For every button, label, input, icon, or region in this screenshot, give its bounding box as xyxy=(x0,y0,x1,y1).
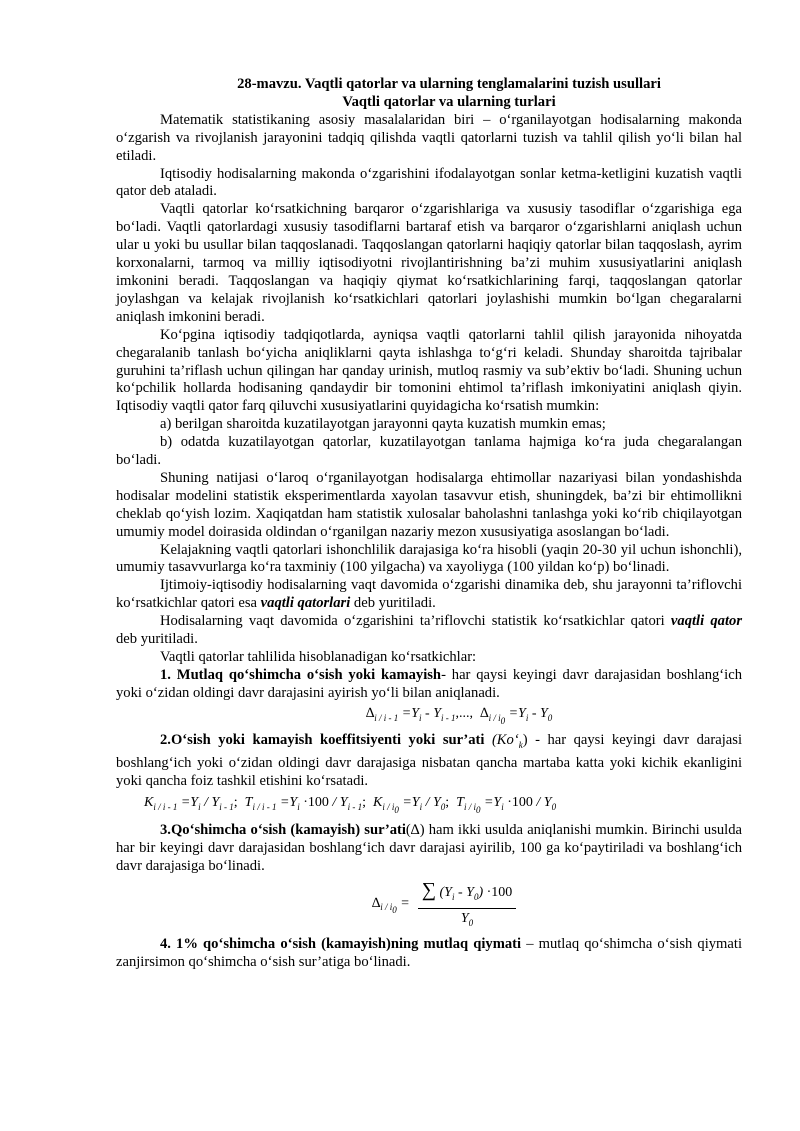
section-growth-coefficient-text: - har qaysi keyingi davr darajasi boshlang‘ich yoki o‘zidan oldingi davr darajasiga nisbatan qancha martaba katta yoki kichik ekanligini yoki qancha foiz tashkil etishini ko‘rsatadi. xyxy=(116,732,742,789)
section-growth-rate-text: ham ikki usulda aniqlanishi mumkin. Birinchi usulda har bir keyingi davr darajasidan boshlang‘ich davr darajasi ayirilib, 100 ga ko‘paytiriladi va boshlang‘ich davr darajasiga bo‘linadi. xyxy=(116,822,742,875)
formula-growth-coefficient: $K_{i / i - 1} =Y_i / Y_{i - 1}$; $T_{i / i - 1} =Y_i \cdot 100 / Y_{i - 1}$; $K_{i / i_0} =Y_i / Y_0$; $T_{i / i_0} =Y_i \cdot 100 / Y_0$ xyxy=(144,794,557,815)
paragraph-dynamics xyxy=(116,577,742,613)
section-absolute-growth-heading: 1. Mutlaq qo‘shimcha o‘sish yoki kamayish xyxy=(160,666,442,683)
section-growth-rate-heading: 3.Qo‘shimcha o‘sish (kamayish) sur’ati xyxy=(160,822,406,839)
term-vaqtli-qatorlari: vaqtli qatorlari xyxy=(260,595,351,612)
paragraph-intro: Matematik statistikaning asosiy masalalaridan biri – o‘rganilayotgan hodisalarning makonda o‘zgarish va rivojlanish jarayonini tadqiq qilishda vaqtli qatorlarni tuzish va tahlil qilish yo‘li bilan hal etiladi. xyxy=(116,111,742,164)
paragraph-probability: Shuning natijasi o‘laroq o‘rganilayotgan hodisalarga ehtimollar nazariyasi bilan yondashishda hodisalar modelini statistik eksperimentlarda xayolan tasavvur etish, shuningdek, ba’zi bir ehtimollikni cheklab qo‘yish lozim. Xaqiqatdan ham statistik xulosalar baholashni tanlashga yoki ko‘rib chiqilayotgan umumiy model doirasida oldindan o‘rganilgan nazariy mezon xususiyatiga asoslangan bo‘ladi. xyxy=(116,469,742,540)
section-one-percent-value-text: – mutlaq qo‘shimcha o‘sish qiymati zanjirsimon qo‘shimcha o‘sish sur’atiga bo‘linadi. xyxy=(116,936,742,971)
paragraph-indicators: Vaqtli qatorlar tahlilida hisoblanadigan ko‘rsatkichlar: xyxy=(160,649,477,665)
paragraph-definition: Iqtisodiy hodisalarning makonda o‘zgarishini ifodalayotgan sonlar ketma-ketligini kuzatish vaqtli qator deb ataladi. xyxy=(116,165,742,200)
growth-coefficient-symbol-end: ) xyxy=(522,732,528,749)
section-absolute-growth xyxy=(116,667,742,703)
section-one-percent-value-heading: 4. 1% qo‘shimcha o‘sish (kamayish)ning mutlaq qiymati xyxy=(160,936,522,953)
paragraph-features: Ko‘pgina iqtisodiy tadqiqotlarda, ayniqsa vaqtli qatorlarni tahlil qilish jarayonida nihoyatda chegaralanib tanlash bo‘yicha aniqliklarni qayta ishlashga to‘g‘ri keladi. Shunday sharoitda tajribalar guruhini ta’riflash uchun qilingan har qanday urinish, mutloq rasmiy va sub’ektiv bo‘ladi. Shuning uchun ko‘pchilik hollarda hodisaning qandaydir bir tomonini ehtimol ta’riflash imkoniyatini aniqlash qiyin. Iqtisodiy vaqtli qator farq qiluvchi xususiyatlarini quyidagicha ko‘rsatish mumkin: xyxy=(116,326,742,415)
growth-rate-symbol: (∆) xyxy=(405,822,425,839)
growth-coefficient-symbol: (Ko‘ xyxy=(491,732,519,749)
term-vaqtli-qator: vaqtli qator xyxy=(670,613,742,630)
growth-coefficient-subscript: k xyxy=(518,740,523,751)
paragraph-time-series-text: Hodisalarning vaqt davomida o‘zgarishini ta’riflovchi statistik ko‘rsatkichlar qatori xyxy=(160,613,665,630)
formula-absolute-growth: $\Delta_{i / i - 1} =Y_i - Y_{i - 1}$,..., $\Delta_{i / i_0} =Y_i - Y_0$ xyxy=(365,705,553,726)
section-one-percent-value xyxy=(116,936,742,972)
section-growth-coefficient-heading: 2.O‘sish yoki kamayish koeffitsiyenti yoki sur’ati xyxy=(160,732,485,749)
paragraph-time-series-end: deb yuritiladi. xyxy=(116,631,198,648)
paragraph-dynamics-text: Ijtimoiy-iqtisodiy hodisalarning vaqt davomida o‘zgarishi dinamika deb, shu jarayonni ta’riflovchi ko‘rsatkichlar qatori esa xyxy=(116,577,742,612)
section-absolute-growth-text: - har qaysi keyingi davr darajasidan boshlang‘ich yoki o‘zidan oldingi davr darajasini ayirish yo‘li bilan aniqlanadi. xyxy=(116,666,743,701)
paragraph-forecast: Kelajakning vaqtli qatorlari ishonchlilik darajasiga ko‘ra hisobli (yaqin 20-30 yil uchun ishonchli), umumiy tasavvurlarga ko‘ra taxminiy (100 yilgacha) va xayoliyga (100 yildan ko‘p) bo‘linadi. xyxy=(116,541,742,576)
paragraph-time-series xyxy=(116,613,742,649)
section-growth-rate xyxy=(116,822,742,876)
paragraph-comparison: Vaqtli qatorlar ko‘rsatkichning barqaror o‘zgarishlariga va xususiy tasodiflar o‘zgarishiga ega bo‘ladi. Vaqtli qatorlardagi xususiy tasodiflarni bartaraf etish va barqaror o‘zgarishlarni aniqlash uchun ular u yoki bu usullar bilan taqqoslanadi. Taqqoslangan qatorlarni haqiqiy qatorlar bilan taqqoslash, ayrim korxonalarni, tarmoq va milliy iqtisodiyotni rivojlantirishning ba’zi muhim xususiyatlarini aniqlash imkonini beradi. Taqqoslangan va haqiqiy qiymat ko‘rsatkichlarining farqi, taqqoslangan qatorlar joylashgan va kelajak rivojlanish ko‘rsatkichlari qatorlari joylashishi mumkin bo‘lgan chegaralarni aniqlash imkonini beradi. xyxy=(116,201,742,325)
document-subtitle: Vaqtli qatorlar va ularning turlari xyxy=(342,93,556,110)
formula-growth-rate: $\Delta_{i / i_0}$ = $\frac{\sum (Y_i - Y_0) \cdot 100}{Y_0}$ xyxy=(116,882,742,932)
list-item-b: b) odatda kuzatilayotgan qatorlar, kuzatilayotgan tanlama hajmiga ko‘ra juda chegaralangan bo‘ladi. xyxy=(116,434,742,469)
list-item-a: a) berilgan sharoitda kuzatilayotgan jarayonni qayta kuzatish mumkin emas; xyxy=(160,416,606,433)
section-growth-coefficient xyxy=(116,732,742,791)
paragraph-dynamics-end: deb yuritiladi. xyxy=(353,595,436,612)
document-title: 28-mavzu. Vaqtli qatorlar va ularning tenglamalarini tuzish usullari xyxy=(237,76,661,92)
